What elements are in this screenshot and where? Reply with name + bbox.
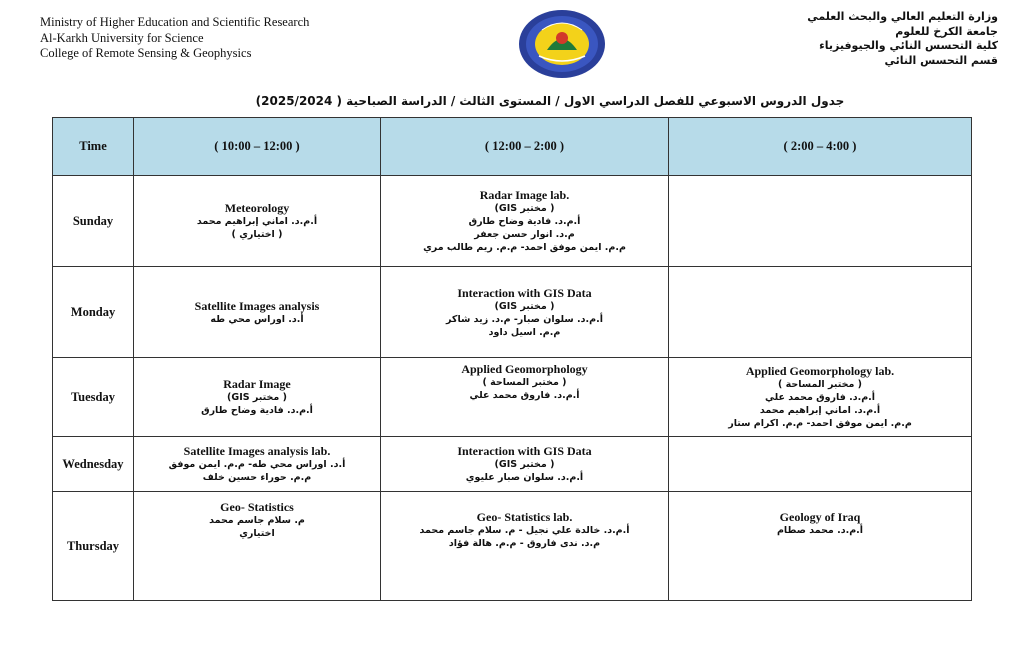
table-row <box>53 358 972 437</box>
day-label: Tuesday <box>53 358 134 437</box>
day-label: Sunday <box>53 176 134 267</box>
ministry-name-ar: وزارة التعليم العالي والبحث العلمي <box>807 10 998 23</box>
class-cell <box>134 176 381 267</box>
class-cell <box>669 492 972 601</box>
cell-line: م.د. انوار حسن جعفر <box>474 229 575 240</box>
cell-line: ( مختبر GIS) <box>227 392 287 403</box>
university-logo <box>517 8 607 80</box>
cell-line: أ.م.د. فاروق محمد علي <box>764 392 876 403</box>
cell-line: أ.م.د. سلوان صبار عليوي <box>465 472 584 483</box>
slot-header: ( 12:00 – 2:00 ) <box>381 118 669 176</box>
cell-line: م.م. ايمن موفق احمد- م.م. ريم طالب مري <box>423 242 626 253</box>
cell-line: ( مختبر GIS) <box>494 459 555 470</box>
day-label: Thursday <box>53 492 134 601</box>
department-name-ar: قسم التحسس النائي <box>884 53 998 67</box>
class-cell <box>134 267 381 358</box>
table-row <box>53 492 972 601</box>
cell-line: م.م. حوراء حسين خلف <box>202 472 312 483</box>
class-cell <box>134 358 381 437</box>
course-title: Interaction with GIS Data <box>457 285 592 300</box>
university-name-en: Al-Karkh University for Science <box>40 30 204 45</box>
course-title: Satellite Images analysis lab. <box>183 444 331 458</box>
class-cell <box>134 437 381 492</box>
cell-line: أ.م.د. فادية وضاح طارق <box>468 216 581 227</box>
course-title: Interaction with GIS Data <box>457 444 592 458</box>
course-title: Satellite Images analysis <box>194 298 320 313</box>
cell-line: أ.م.د. اماني إبراهيم محمد <box>759 405 881 416</box>
day-label: Wednesday <box>53 437 134 492</box>
course-title: Applied Geomorphology <box>461 362 588 376</box>
cell-line: أ.م.د. اماني إبراهيم محمد <box>196 216 318 227</box>
cell-line: اختياري <box>239 528 275 539</box>
university-name-ar: جامعة الكرخ للعلوم <box>895 24 998 38</box>
class-cell <box>669 358 972 437</box>
cell-line: م. سلام جاسم محمد <box>209 515 305 526</box>
course-title: Radar Image <box>223 377 291 391</box>
cell-line: أ.م.د. فادية وضاح طارق <box>201 405 313 416</box>
cell-line: ( مختبر المساحة ) <box>777 379 863 390</box>
class-cell <box>381 267 669 358</box>
class-cell <box>381 176 669 267</box>
cell-line: ( مختبر المساحة ) <box>482 377 567 388</box>
cell-line: أ.م.د. فاروق محمد علي <box>469 390 580 401</box>
course-title: Geology of Iraq <box>779 510 861 524</box>
cell-line: أ.م.د. خالدة علي نجيل - م. سلام جاسم محمد <box>419 525 630 536</box>
empty-cell <box>669 437 972 492</box>
cell-line: أ.د. اوراس محي طه- م.م. ايمن موفق <box>168 459 346 470</box>
class-cell <box>381 492 669 601</box>
day-label: Monday <box>53 267 134 358</box>
table-row <box>53 437 972 492</box>
schedule-title: جدول الدروس الاسبوعي للفصل الدراسي الاول / المستوى الثالث / الدراسة الصباحية ( 2025/2024) <box>255 94 845 108</box>
cell-line: م.د. ندى فاروق - م.م. هالة فؤاد <box>448 538 601 549</box>
table-row <box>53 176 972 267</box>
table-header-row <box>53 118 972 176</box>
table-row <box>53 267 972 358</box>
cell-line: ( اختياري ) <box>231 229 283 240</box>
college-name-ar: كلية التحسس النائي والجيوفيزياء <box>819 39 998 52</box>
course-title: Meteorology <box>224 201 290 215</box>
ministry-name-en: Ministry of Higher Education and Scientific Research <box>40 15 310 29</box>
class-cell <box>381 358 669 437</box>
course-title: Applied Geomorphology lab. <box>745 364 895 378</box>
weekly-schedule-table <box>52 117 972 601</box>
time-header: Time <box>53 118 134 176</box>
cell-line: م.م. اسيل داود <box>488 326 561 338</box>
slot-header: ( 2:00 – 4:00 ) <box>669 118 972 176</box>
empty-cell <box>669 176 972 267</box>
course-title: Geo- Statistics <box>220 500 294 514</box>
college-name-en: College of Remote Sensing & Geophysics <box>40 46 252 60</box>
class-cell <box>381 437 669 492</box>
cell-line: ( مختبر GIS) <box>494 203 555 214</box>
course-title: Radar Image lab. <box>479 188 570 202</box>
cell-line: أ.د. اوراس محي طه <box>210 313 304 325</box>
header-left <box>40 15 309 62</box>
header-right <box>807 10 998 68</box>
cell-line: أ.م.د. محمد صطام <box>776 525 864 536</box>
class-cell <box>134 492 381 601</box>
course-title: Geo- Statistics lab. <box>476 510 573 524</box>
slot-header: ( 10:00 – 12:00 ) <box>134 118 381 176</box>
empty-cell <box>669 267 972 358</box>
cell-line: م.م. ايمن موفق احمد- م.م. اكرام ستار <box>728 418 912 429</box>
cell-line: ( مختبر GIS) <box>494 300 555 312</box>
cell-line: أ.م.د. سلوان صبار- م.د. زيد شاكر <box>446 313 603 325</box>
